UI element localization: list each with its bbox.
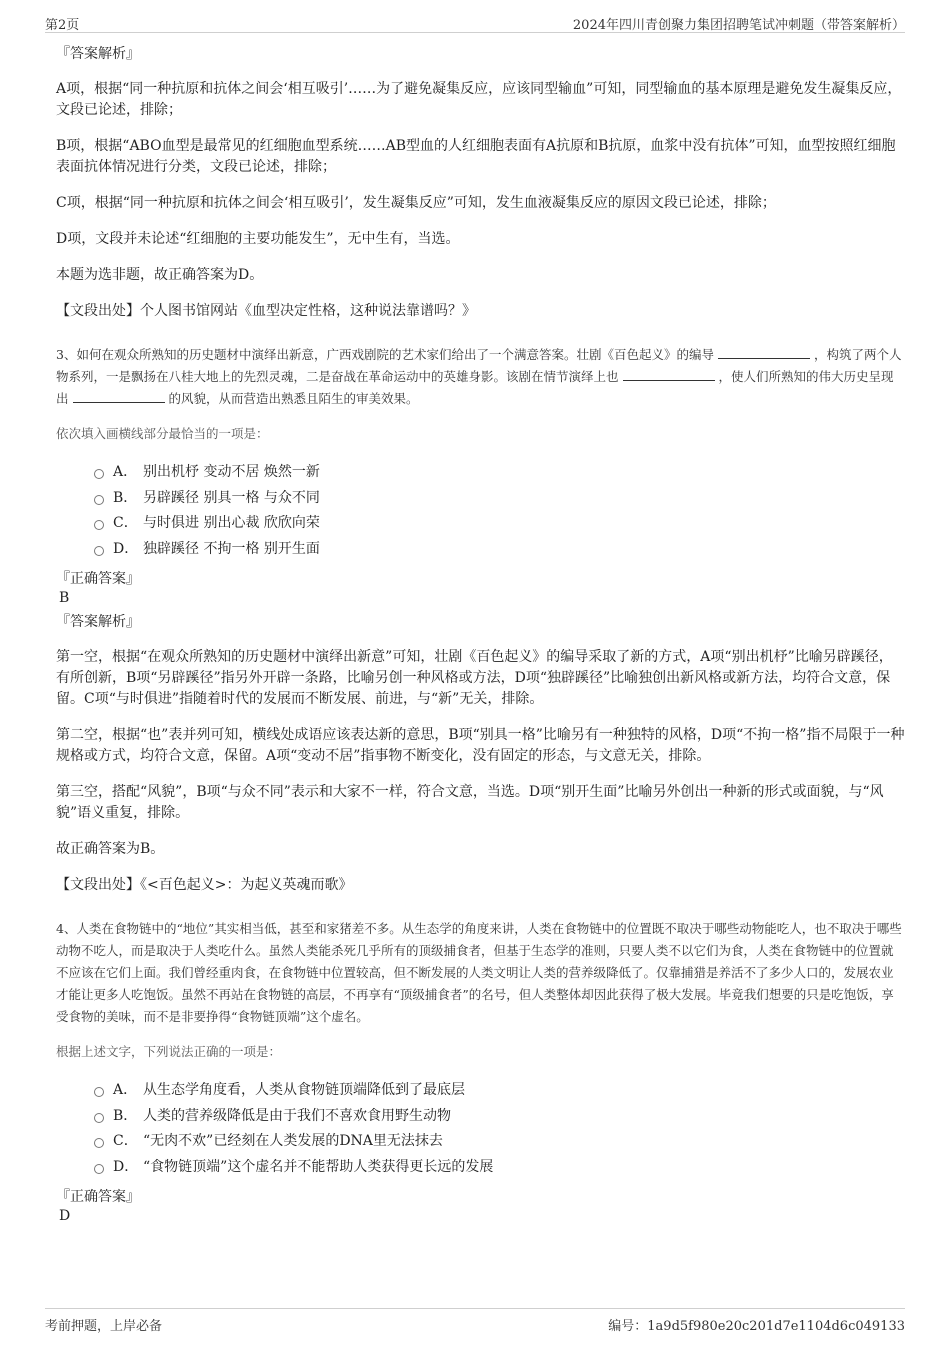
question-stem	[56, 344, 905, 410]
option-b[interactable]	[94, 486, 905, 512]
radio-icon[interactable]	[94, 1164, 104, 1174]
footer-slogan: 考前押题，上岸必备	[45, 1319, 163, 1334]
option-key: A．	[113, 1082, 138, 1098]
analysis-label: 『答案解析』	[56, 614, 140, 630]
correct-answer-label: 『正确答案』	[56, 571, 140, 587]
analysis-paragraph: 本题为选非题，故正确答案为D。	[56, 267, 264, 283]
analysis-paragraph: 故正确答案为B。	[56, 841, 165, 857]
option-key: D．	[113, 540, 139, 557]
option-d[interactable]	[94, 1155, 905, 1181]
radio-icon[interactable]	[94, 1087, 104, 1097]
fill-blank	[718, 348, 810, 359]
option-key: D．	[113, 1158, 139, 1175]
correct-answer: D	[59, 1208, 71, 1224]
analysis-paragraph: 第一空，根据“在观众所熟知的历史题材中演绎出新意”可知，壮剧《百色起义》的编导采取了新的方式，A项“别出机杼”比喻另辟蹊径，有所创新，B项“另辟蹊径”指另外开辟一条路，比喻另创一种风格或方法，D项“独辟蹊径”比喻独创出新风格或新方法，均符合文意，保留。C项“与时俱进”指随着时代的发展而不断发展、前进，与“新”无关，排除。	[56, 649, 893, 707]
correct-answer: B	[59, 590, 70, 606]
page-content	[56, 44, 905, 1230]
page-header	[45, 10, 905, 33]
analysis-paragraph: C项，根据“同一种抗原和抗体之间会‘相互吸引’，发生凝集反应”可知，发生血液凝集反应的原因文段已论述，排除；	[56, 195, 776, 211]
option-list	[94, 460, 905, 562]
document-code: 编号：1a9d5f980e20c201d7e1104d6c049133	[608, 1319, 905, 1334]
page-number: 第2页	[45, 18, 80, 33]
analysis-paragraph: 第二空，根据“也”表并列可知，横线处成语应该表达新的意思，B项“别具一格”比喻另有一种独特的风格，D项“不拘一格”指不局限于一种规格或方式，均符合文意，保留。A项“变动不居”指事物不断变化，没有固定的形态，与文意无关，排除。	[56, 727, 905, 764]
radio-icon[interactable]	[94, 495, 104, 505]
source-citation: 【文段出处】个人图书馆网站《血型决定性格，这种说法靠谱吗？》	[56, 303, 476, 319]
option-key: C．	[113, 515, 138, 531]
q2-analysis	[56, 44, 905, 322]
radio-icon[interactable]	[94, 520, 104, 530]
stem-part: ，构筑了两个人物系列，一是飘扬在八桂大地上的先烈灵魂，二是奋战在革命运动中的英雄身影。该剧在情节演绎上也	[56, 347, 902, 384]
fill-blank	[623, 370, 715, 381]
option-c[interactable]	[94, 511, 905, 537]
analysis-paragraph: B项，根据“ABO血型是最常见的红细胞血型系统……AB型血的人红细胞表面有A抗原和B抗原，血浆中没有抗体”可知，血型按照红细胞表面抗体情况进行分类，文段已论述，排除；	[56, 138, 896, 175]
option-text: 另辟蹊径 别具一格 与众不同	[143, 489, 320, 506]
option-text: “食物链顶端”这个虚名并不能帮助人类获得更长远的发展	[143, 1158, 494, 1175]
option-text: 别出机杼 变动不居 焕然一新	[143, 464, 320, 480]
option-a[interactable]	[94, 460, 905, 486]
stem-part: ，使人们所熟知的伟大历史呈现出	[56, 369, 894, 406]
correct-answer-label: 『正确答案』	[56, 1189, 140, 1205]
stem-part: 3、如何在观众所熟知的历史题材中演绎出新意，广西戏剧院的艺术家们给出了一个满意答案。壮剧《百色起义》的编导	[56, 347, 714, 362]
question-3	[56, 344, 905, 896]
option-text: 与时俱进 别出心裁 欣欣向荣	[143, 515, 320, 531]
analysis-label: 『答案解析』	[56, 46, 140, 62]
option-a[interactable]	[94, 1078, 905, 1104]
page-footer	[45, 1308, 905, 1337]
radio-icon[interactable]	[94, 469, 104, 479]
analysis-paragraph: 第三空，搭配“风貌”，B项“与众不同”表示和大家不一样，符合文意，当选。D项“别开生面”比喻另外创出一种新的形式或面貌，与“风貌”语义重复，排除。	[56, 784, 884, 821]
option-text: 人类的营养级降低是由于我们不喜欢食用野生动物	[143, 1107, 451, 1124]
option-key: C．	[113, 1133, 138, 1149]
analysis-paragraph: A项，根据“同一种抗原和抗体之间会‘相互吸引’……为了避免凝集反应，应该同型输血”可知，同型输血的基本原理是避免发生凝集反应，文段已论述，排除；	[56, 81, 902, 118]
option-text: 从生态学角度看，人类从食物链顶端降低到了最底层	[143, 1082, 465, 1098]
stem-part: 的风貌，从而营造出熟悉且陌生的审美效果。	[168, 391, 419, 406]
option-list	[94, 1078, 905, 1180]
source-citation: 【文段出处】《<百色起义>：为起义英魂而歌》	[56, 877, 353, 893]
option-key: B．	[113, 1107, 138, 1124]
analysis-paragraph: D项，文段并未论述“红细胞的主要功能发生”，无中生有，当选。	[56, 231, 460, 247]
option-text: “无肉不欢”已经刻在人类发展的DNA里无法抹去	[143, 1133, 443, 1149]
option-d[interactable]	[94, 537, 905, 563]
question-stem: 4、人类在食物链中的“地位”其实相当低，甚至和家猪差不多。从生态学的角度来讲，人类在食物链中的位置既不取决于哪些动物能吃人，也不取决于哪些动物不吃人，而是取决于人类吃什么。虽然人类能杀死几乎所有的顶级捕食者，但基于生态学的准则，只要人类不以它们为食，人类在食物链中的位置就不应该在它们上面。我们曾经重肉食，在食物链中位置较高，但不断发展的人类文明让人类的营养级降低了。仅靠捕猎是养活不了多少人口的，发展农业才能让更多人吃饱饭。虽然不再站在食物链的高层，不再享有“顶级捕食者”的名号，但人类整体却因此获得了极大发展。毕竟我们想要的只是吃饱饭，享受食物的美味，而不是非要挣得“食物链顶端”这个虚名。	[56, 921, 902, 1024]
option-key: B．	[113, 489, 138, 506]
question-instruction: 根据上述文字，下列说法正确的一项是：	[56, 1044, 282, 1059]
option-b[interactable]	[94, 1104, 905, 1130]
option-key: A．	[113, 464, 138, 480]
radio-icon[interactable]	[94, 1113, 104, 1123]
radio-icon[interactable]	[94, 546, 104, 556]
option-c[interactable]	[94, 1129, 905, 1155]
document-title: 2024年四川青创聚力集团招聘笔试冲刺题（带答案解析）	[572, 18, 905, 33]
radio-icon[interactable]	[94, 1138, 104, 1148]
option-text: 独辟蹊径 不拘一格 别开生面	[143, 540, 320, 557]
fill-blank	[73, 392, 165, 403]
question-instruction: 依次填入画横线部分最恰当的一项是：	[56, 426, 269, 441]
question-4	[56, 918, 905, 1226]
